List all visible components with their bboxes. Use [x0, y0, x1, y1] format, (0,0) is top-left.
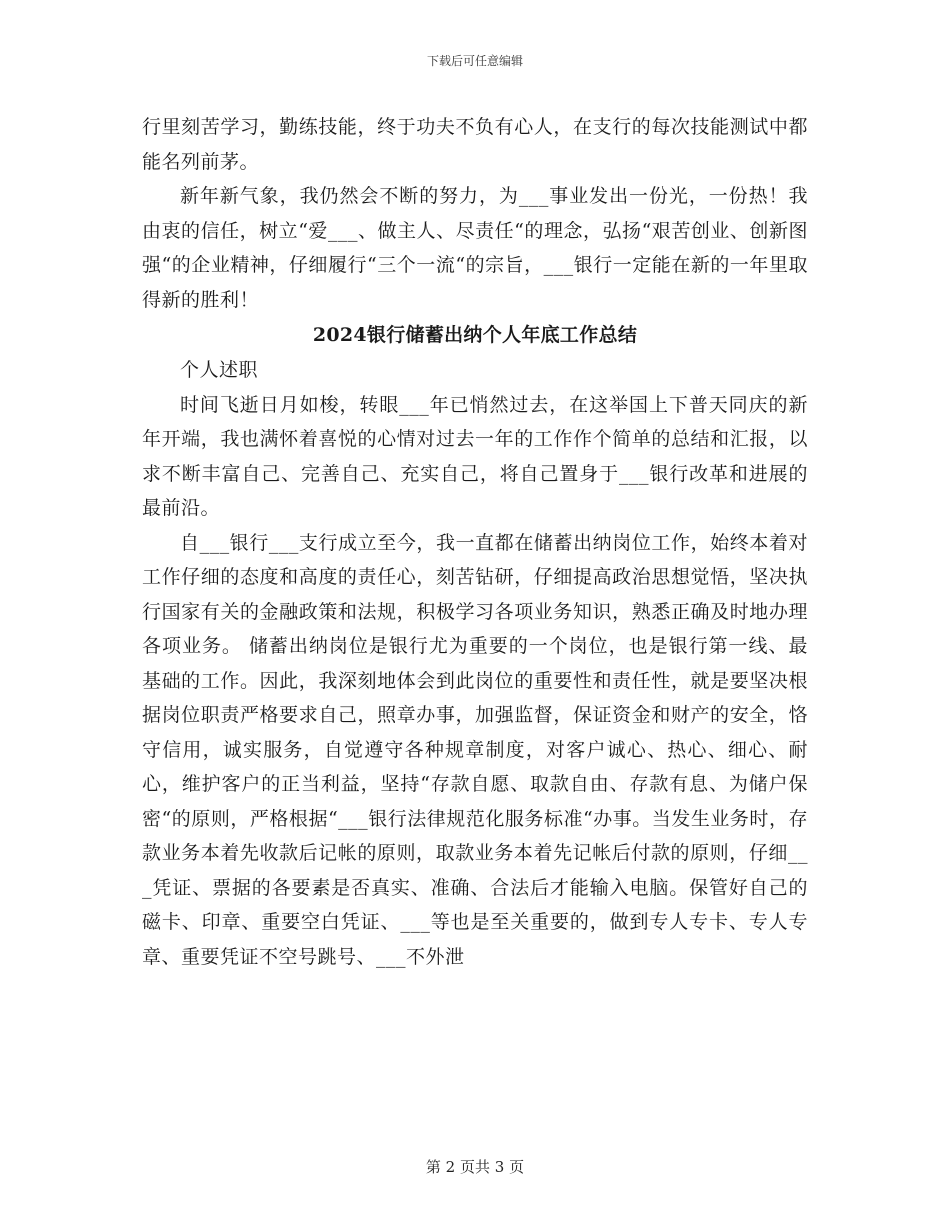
paragraph: 自___银行___支行成立至今，我一直都在储蓄出纳岗位工作，始终本着对工作仔细的态度和高度的责任心，刻苦钻研，仔细提高政治思想觉悟，坚决执行国家有关的金融政策和法规，积极学习各项业务知识，熟悉正确及时地办理各项业务。 储蓄出纳岗位是银行尤为重要的一个岗位，也是银行第一线、最基础的工作。因此，我深刻地体会到此岗位的重要性和责任性，就是要坚决根据岗位职责严格要求自己，照章办事，加强监督，保证资金和财产的安全，恪守信用，诚实服务，自觉遵守各种规章制度，对客户诚心、热心、细心、耐心，维护客户的正当利益，坚持“存款自愿、取款自由、存款有息、为储户保密“的原则，严格根据“___银行法律规范化服务标准“办事。当发生业务时，存款业务本着先收款后记帐的原则，取款业务本着先记帐后付款的原则，仔细___凭证、票据的各要素是否真实、准确、合法后才能输入电脑。保管好自己的磁卡、印章、重要空白凭证、___等也是至关重要的，做到专人专卡、专人专章、重要凭证不空号跳号、___不外泄 [142, 531, 808, 968]
section-title: 2024银行储蓄出纳个人年底工作总结 [312, 324, 638, 346]
page-header: 下载后可任意编辑 [426, 54, 523, 68]
paragraph: 时间飞逝日月如梭，转眼___年已悄然过去，在这举国上下普天同庆的新年开端，我也满怀着喜悦的心情对过去一年的工作作个简单的总结和汇报，以求不断丰富自己、完善自己、充实自己，将自己置身于___银行改革和进展的最前沿。 [142, 393, 808, 519]
page-footer: 第 2 页共 3 页 [425, 1158, 525, 1176]
paragraph: 新年新气象，我仍然会不断的努力，为___事业发出一份光，一份热！我由衷的信任，树立“爱___、做主人、尽责任“的理念，弘扬“艰苦创业、创新图强“的企业精神，仔细履行“三个一流“的宗旨，___银行一定能在新的一年里取得新的胜利！ [142, 185, 808, 311]
document-body [142, 110, 808, 974]
subheading: 个人述职 [180, 359, 259, 381]
paragraph: 行里刻苦学习，勤练技能，终于功夫不负有心人，在支行的每次技能测试中都能名列前茅。 [142, 116, 808, 173]
